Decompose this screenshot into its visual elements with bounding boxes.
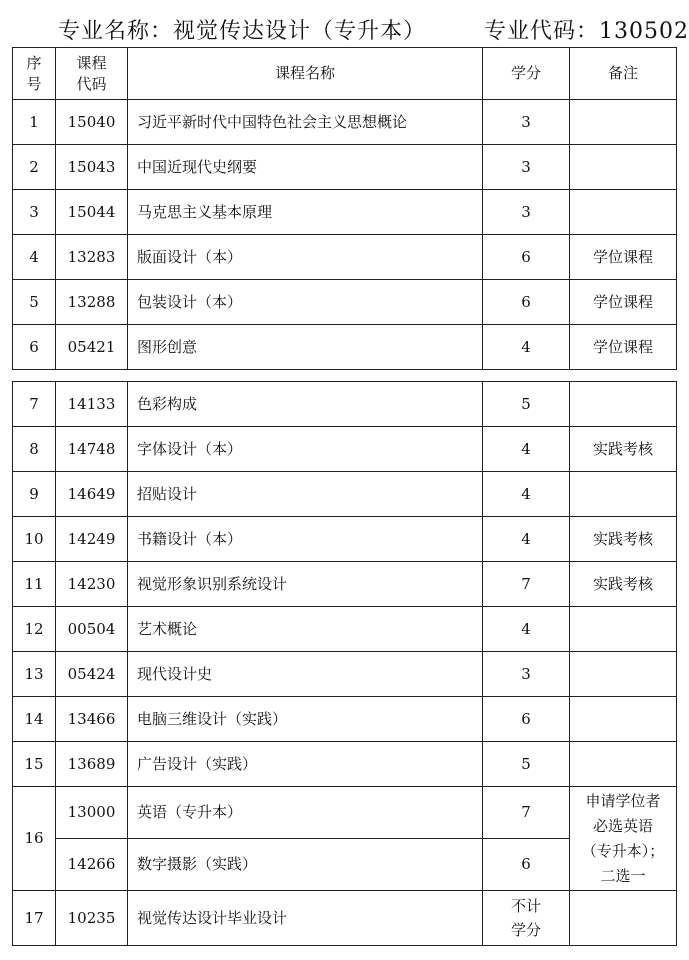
row-code: 05424 — [56, 652, 128, 697]
row-no: 11 — [13, 562, 56, 607]
row-no: 2 — [13, 145, 56, 190]
row-note — [570, 652, 677, 697]
row-name: 包装设计（本） — [128, 280, 483, 325]
row-code: 13466 — [56, 697, 128, 742]
row-code: 14649 — [56, 472, 128, 517]
row-note: 学位课程 — [570, 280, 677, 325]
row-name: 电脑三维设计（实践） — [128, 697, 483, 742]
row-code: 13288 — [56, 280, 128, 325]
row-no: 17 — [13, 891, 56, 946]
row-no: 4 — [13, 235, 56, 280]
row-note — [570, 145, 677, 190]
major-name: 专业名称：视觉传达设计（专升本） — [58, 19, 427, 44]
row-no: 6 — [13, 325, 56, 370]
row-code: 10235 — [56, 891, 128, 946]
row-credit: 6 — [483, 697, 570, 742]
table-row — [13, 652, 677, 697]
row-credit: 不计学分 — [483, 891, 570, 946]
row-credit: 7 — [483, 562, 570, 607]
row-no: 3 — [13, 190, 56, 235]
row-note — [570, 190, 677, 235]
row-no: 5 — [13, 280, 56, 325]
course-table-part1 — [12, 47, 677, 370]
row-credit: 6 — [483, 839, 570, 891]
row-code: 14266 — [56, 839, 128, 891]
table-row — [13, 280, 677, 325]
table-row — [13, 100, 677, 145]
row-no: 14 — [13, 697, 56, 742]
row-name: 视觉传达设计毕业设计 — [128, 891, 483, 946]
row-no: 10 — [13, 517, 56, 562]
row-note: 实践考核 — [570, 517, 677, 562]
row-code: 14748 — [56, 427, 128, 472]
row-code: 14133 — [56, 382, 128, 427]
row-credit: 5 — [483, 742, 570, 787]
header-name: 课程名称 — [128, 48, 483, 100]
header-credit: 学分 — [483, 48, 570, 100]
row-code: 15044 — [56, 190, 128, 235]
table-row — [13, 742, 677, 787]
row-credit: 3 — [483, 652, 570, 697]
row-no: 15 — [13, 742, 56, 787]
header-note: 备注 — [570, 48, 677, 100]
row-code: 13000 — [56, 787, 128, 839]
row-code: 14230 — [56, 562, 128, 607]
row-no: 16 — [13, 787, 56, 891]
row-note — [570, 382, 677, 427]
row-name: 书籍设计（本） — [128, 517, 483, 562]
row-note: 学位课程 — [570, 235, 677, 280]
row-code: 14249 — [56, 517, 128, 562]
row-note — [570, 697, 677, 742]
row-credit: 4 — [483, 517, 570, 562]
row-name: 习近平新时代中国特色社会主义思想概论 — [128, 100, 483, 145]
course-table-part2 — [12, 381, 677, 946]
row-name: 数字摄影（实践） — [128, 839, 483, 891]
row-credit: 4 — [483, 325, 570, 370]
row-credit: 4 — [483, 427, 570, 472]
row-no: 13 — [13, 652, 56, 697]
table-row — [13, 382, 677, 427]
table-row — [13, 891, 677, 946]
row-no: 9 — [13, 472, 56, 517]
row-note — [570, 607, 677, 652]
row-code: 05421 — [56, 325, 128, 370]
table-row — [13, 517, 677, 562]
row-name: 马克思主义基本原理 — [128, 190, 483, 235]
table-row — [13, 235, 677, 280]
row-name: 广告设计（实践） — [128, 742, 483, 787]
row-code: 00504 — [56, 607, 128, 652]
header-seq: 序号 — [13, 48, 56, 100]
row-name: 色彩构成 — [128, 382, 483, 427]
table-row — [13, 787, 677, 839]
row-name: 字体设计（本） — [128, 427, 483, 472]
row-no: 1 — [13, 100, 56, 145]
row-note — [570, 100, 677, 145]
row-name: 中国近现代史纲要 — [128, 145, 483, 190]
table-row — [13, 562, 677, 607]
row-name: 版面设计（本） — [128, 235, 483, 280]
row-credit: 4 — [483, 607, 570, 652]
row-name: 现代设计史 — [128, 652, 483, 697]
row-code: 13689 — [56, 742, 128, 787]
table-row — [13, 427, 677, 472]
row-note — [570, 742, 677, 787]
row-note: 实践考核 — [570, 427, 677, 472]
table-row — [13, 145, 677, 190]
row-code: 13283 — [56, 235, 128, 280]
row-credit: 4 — [483, 472, 570, 517]
row-name: 英语（专升本） — [128, 787, 483, 839]
table-header-row — [13, 48, 677, 100]
table-row — [13, 607, 677, 652]
table-row — [13, 697, 677, 742]
row-name: 图形创意 — [128, 325, 483, 370]
table-row — [13, 325, 677, 370]
page-title — [0, 10, 689, 46]
row-code: 15040 — [56, 100, 128, 145]
major-code: 专业代码：130502 — [484, 19, 689, 44]
row-credit: 3 — [483, 190, 570, 235]
row-note: 申请学位者必选英语（专升本）；二选一 — [570, 787, 677, 891]
row-credit: 6 — [483, 235, 570, 280]
row-note — [570, 472, 677, 517]
row-name: 招贴设计 — [128, 472, 483, 517]
table-row — [13, 190, 677, 235]
row-note: 实践考核 — [570, 562, 677, 607]
table-row — [13, 472, 677, 517]
row-note — [570, 891, 677, 946]
row-credit: 3 — [483, 145, 570, 190]
row-credit: 3 — [483, 100, 570, 145]
row-note: 学位课程 — [570, 325, 677, 370]
row-name: 艺术概论 — [128, 607, 483, 652]
row-no: 7 — [13, 382, 56, 427]
row-credit: 6 — [483, 280, 570, 325]
row-no: 12 — [13, 607, 56, 652]
row-credit: 5 — [483, 382, 570, 427]
row-name: 视觉形象识别系统设计 — [128, 562, 483, 607]
row-credit: 7 — [483, 787, 570, 839]
header-code: 课程代码 — [56, 48, 128, 100]
row-no: 8 — [13, 427, 56, 472]
row-code: 15043 — [56, 145, 128, 190]
